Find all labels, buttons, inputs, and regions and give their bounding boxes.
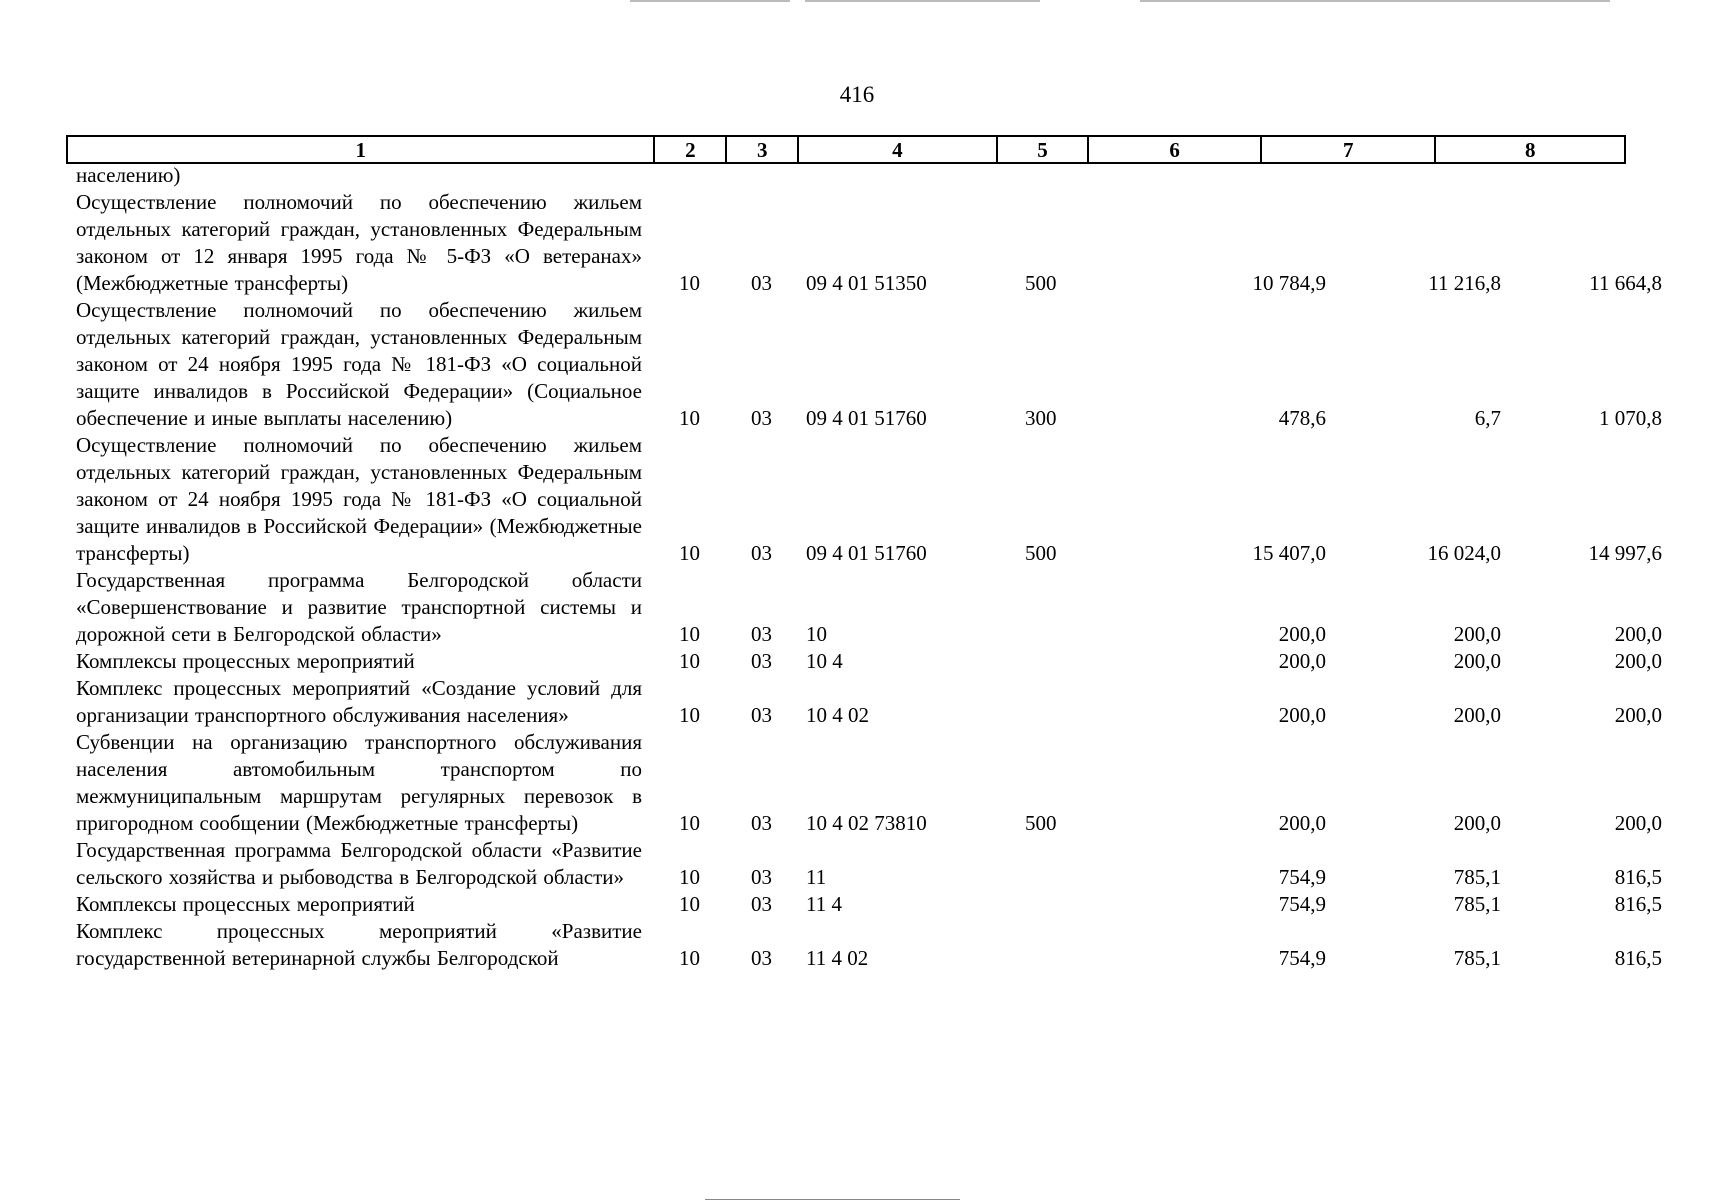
amount-col-6: 200,0 <box>1278 622 1326 646</box>
subsection-code: 03 <box>751 865 772 889</box>
table-row <box>76 918 1662 972</box>
section-code: 10 <box>679 541 700 565</box>
row-description: Комплекс процессных мероприятий «Развитие государственной ветеринарной службы Белгородской <box>76 919 642 970</box>
header-col-1: 1 <box>68 137 655 162</box>
amount-col-8: 14 997,6 <box>1588 541 1662 565</box>
row-description: населению) <box>76 163 181 187</box>
section-code: 10 <box>679 271 700 295</box>
table-header <box>66 135 1626 164</box>
table-row <box>76 729 1662 837</box>
row-description: Осуществление полномочий по обеспечению жильем отдельных категорий граждан, установленных Федеральным законом от 24 ноября 1995 года № 181-ФЗ «О социальной защите инвалидов в Российской Федерации» (Межбюджетные трансферты) <box>76 433 642 565</box>
target-article-code: 09 4 01 51760 <box>806 541 927 565</box>
section-code: 10 <box>679 649 700 673</box>
amount-col-7: 785,1 <box>1453 946 1501 970</box>
row-description: Комплексы процессных мероприятий <box>76 892 415 916</box>
target-article-code: 10 <box>806 622 827 646</box>
row-description: Осуществление полномочий по обеспечению жильем отдельных категорий граждан, установленных Федеральным законом от 24 ноября 1995 года № 181-ФЗ «О социальной защите инвалидов в Российской Федерации» (Социальное обеспечение и иные выплаты населению) <box>76 298 642 430</box>
amount-col-6: 200,0 <box>1278 649 1326 673</box>
amount-col-6: 200,0 <box>1278 703 1326 727</box>
amount-col-8: 816,5 <box>1614 892 1662 916</box>
header-col-7: 7 <box>1262 137 1437 162</box>
amount-col-8: 816,5 <box>1614 865 1662 889</box>
row-description: Комплекс процессных мероприятий «Создание условий для организации транспортного обслуживания населения» <box>76 676 642 727</box>
header-col-2: 2 <box>655 137 727 162</box>
subsection-code: 03 <box>751 622 772 646</box>
section-code: 10 <box>679 703 700 727</box>
amount-col-7: 200,0 <box>1453 811 1501 835</box>
amount-col-7: 16 024,0 <box>1427 541 1501 565</box>
table-row <box>76 162 1616 189</box>
row-description: Осуществление полномочий по обеспечению жильем отдельных категорий граждан, установленных Федеральным законом от 12 января 1995 года № 5-ФЗ «О ветеранах» (Межбюджетные трансферты) <box>76 190 642 295</box>
amount-col-6: 754,9 <box>1278 946 1326 970</box>
expense-type-code: 500 <box>1025 541 1057 565</box>
amount-col-8: 1 070,8 <box>1599 406 1662 430</box>
table-row <box>76 432 1662 567</box>
subsection-code: 03 <box>751 649 772 673</box>
row-description: Комплексы процессных мероприятий <box>76 649 415 673</box>
header-col-6: 6 <box>1089 137 1262 162</box>
table-row <box>76 837 1662 891</box>
subsection-code: 03 <box>751 406 772 430</box>
amount-col-6: 15 407,0 <box>1252 541 1326 565</box>
subsection-code: 03 <box>751 892 772 916</box>
subsection-code: 03 <box>751 271 772 295</box>
row-description: Субвенции на организацию транспортного обслуживания населения автомобильным транспортом по межмуниципальным маршрутам регулярных перевозок в пригородном сообщении (Межбюджетные трансферты) <box>76 730 642 835</box>
expense-type-code: 500 <box>1025 811 1057 835</box>
header-col-8: 8 <box>1524 138 1536 162</box>
row-description: Государственная программа Белгородской области «Развитие сельского хозяйства и рыбоводства в Белгородской области» <box>76 838 642 889</box>
table-row <box>76 675 1662 729</box>
section-code: 10 <box>679 946 700 970</box>
table-row <box>76 567 1662 648</box>
amount-col-8: 200,0 <box>1614 622 1662 646</box>
amount-col-7: 200,0 <box>1453 703 1501 727</box>
header-col-5: 5 <box>998 137 1090 162</box>
amount-col-8: 200,0 <box>1614 703 1662 727</box>
section-code: 10 <box>679 811 700 835</box>
target-article-code: 11 4 <box>806 892 842 916</box>
amount-col-7: 200,0 <box>1453 649 1501 673</box>
subsection-code: 03 <box>751 703 772 727</box>
header-col-3: 3 <box>727 137 799 162</box>
amount-col-7: 785,1 <box>1453 865 1501 889</box>
amount-col-8: 816,5 <box>1614 946 1662 970</box>
amount-col-7: 200,0 <box>1453 622 1501 646</box>
target-article-code: 09 4 01 51760 <box>806 406 927 430</box>
amount-col-8: 200,0 <box>1614 811 1662 835</box>
amount-col-7: 785,1 <box>1453 892 1501 916</box>
section-code: 10 <box>679 406 700 430</box>
section-code: 10 <box>679 892 700 916</box>
section-code: 10 <box>679 865 700 889</box>
top-scan-rule <box>630 0 790 2</box>
amount-col-6: 478,6 <box>1278 406 1326 430</box>
expense-type-code: 500 <box>1025 271 1057 295</box>
subsection-code: 03 <box>751 811 772 835</box>
top-scan-rule <box>1140 0 1610 2</box>
row-description: Государственная программа Белгородской области «Совершенствование и развитие транспортной системы и дорожной сети в Белгородской области» <box>76 568 642 646</box>
target-article-code: 10 4 <box>806 649 843 673</box>
amount-col-6: 10 784,9 <box>1252 271 1326 295</box>
target-article-code: 09 4 01 51350 <box>806 271 927 295</box>
table-row <box>76 189 1662 297</box>
amount-col-6: 200,0 <box>1278 811 1326 835</box>
subsection-code: 03 <box>751 946 772 970</box>
target-article-code: 11 <box>806 865 827 889</box>
target-article-code: 10 4 02 <box>806 703 869 727</box>
amount-col-8: 11 664,8 <box>1589 271 1662 295</box>
expense-type-code: 300 <box>1025 406 1057 430</box>
top-scan-rule <box>805 0 1040 2</box>
page-number: 416 <box>839 82 875 107</box>
amount-col-7: 11 216,8 <box>1428 271 1501 295</box>
table-body <box>76 162 1662 972</box>
section-code: 10 <box>679 622 700 646</box>
subsection-code: 03 <box>751 541 772 565</box>
amount-col-6: 754,9 <box>1278 865 1326 889</box>
target-article-code: 10 4 02 73810 <box>806 811 927 835</box>
table-row <box>76 648 1662 675</box>
amount-col-6: 754,9 <box>1278 892 1326 916</box>
amount-col-7: 6,7 <box>1474 406 1501 430</box>
target-article-code: 11 4 02 <box>806 946 869 970</box>
header-col-4: 4 <box>799 137 997 162</box>
table-row <box>76 891 1662 918</box>
amount-col-8: 200,0 <box>1614 649 1662 673</box>
table-row <box>76 297 1662 432</box>
